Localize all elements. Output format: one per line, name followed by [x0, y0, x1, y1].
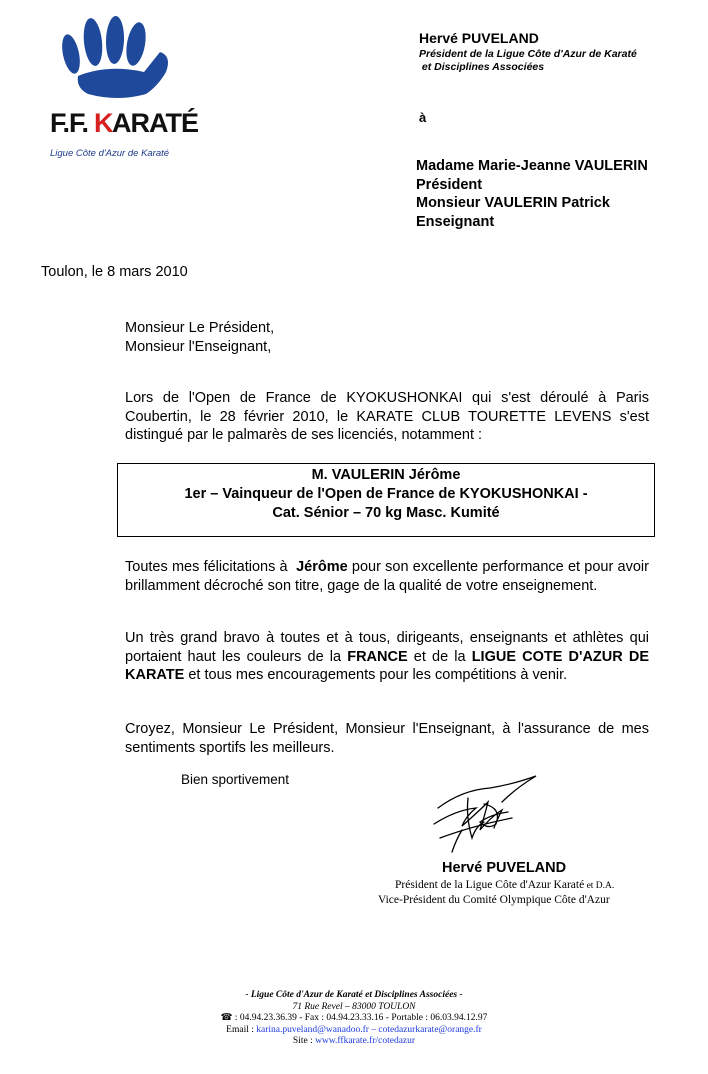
svg-text:ARATÉ: ARATÉ: [112, 108, 198, 138]
paragraph-congratulations: [125, 558, 649, 595]
paragraph-intro: Lors de l'Open de France de KYOKUSHONKAI qui s'est déroulé à Paris Coubertin, le 28 février 2010, le KARATE CLUB TOURETTE LEVENS s'est distingué par le palmarès de ses licenciés, notamment :: [125, 390, 649, 444]
award-box: [117, 463, 655, 537]
bold-name: Jérôme: [296, 559, 348, 575]
phone-numbers: : 04.94.23.36.39 - Fax : 04.94.23.33.16 - Portable : 06.03.94.12.97: [232, 1013, 488, 1024]
phone-icon: ☎: [220, 1013, 233, 1024]
recipient-block: [416, 157, 648, 231]
logo-caption: Ligue Côte d'Azur de Karaté: [50, 148, 170, 159]
salutation-line: Monsieur l'Enseignant,: [125, 338, 272, 355]
text-span: Toutes mes félicitations à: [125, 559, 297, 575]
email-link[interactable]: karina.puveland@wanadoo.fr – cotedazurkarate@orange.fr: [256, 1024, 482, 1035]
signatory-name: Hervé PUVELAND: [442, 860, 567, 876]
svg-text:K: K: [94, 108, 114, 138]
closing-phrase: Bien sportivement: [181, 772, 290, 787]
sender-title-line1: Président de la Ligue Côte d'Azur de Karaté: [419, 48, 637, 60]
role-suffix: et D.A.: [584, 881, 615, 891]
site-link[interactable]: www.ffkarate.fr/cotedazur: [315, 1036, 416, 1047]
signatory-role-2: Vice-Président du Comité Olympique Côte d'Azur: [378, 894, 610, 906]
footer-email: [0, 1025, 708, 1037]
recipient-line: Monsieur VAULERIN Patrick: [416, 195, 610, 211]
sender-name: Hervé PUVELAND: [419, 30, 539, 46]
email-label: Email :: [226, 1024, 257, 1035]
footer-site: [0, 1036, 708, 1048]
bold-text: LIGUE COTE D'AZUR DE KARATE: [125, 648, 650, 684]
letter-date: Toulon, le 8 mars 2010: [41, 264, 188, 280]
bold-text: FRANCE: [347, 648, 408, 665]
award-category: Cat. Sénior – 70 kg Masc. Kumité: [272, 505, 500, 521]
recipient-line: Président: [416, 176, 483, 193]
handwritten-signature: [432, 768, 542, 860]
recipient-line: Enseignant: [416, 213, 495, 230]
text-span: et de la: [407, 648, 472, 665]
sender-title: [419, 48, 637, 74]
salutation-line: Monsieur Le Président,: [125, 320, 275, 336]
footer-phones: [0, 1013, 708, 1025]
sender-title-line2: et Disciplines Associées: [419, 61, 545, 73]
footer-address: 71 Rue Revel – 83000 TOULON: [292, 1001, 416, 1012]
footer-org: - Ligue Côte d'Azur de Karaté et Disciplines Associées -: [245, 990, 463, 1000]
paragraph-closing: Croyez, Monsieur Le Président, Monsieur l'Enseignant, à l'assurance de mes sentiments sportifs les meilleurs.: [125, 721, 649, 756]
paragraph-bravo: [125, 629, 649, 685]
award-winner: M. VAULERIN Jérôme: [311, 467, 461, 483]
footer: [0, 990, 708, 1048]
text-span: Un très grand bravo à toutes et à tous, dirigeants, enseignants et athlètes qui portaient haut les couleurs de la: [125, 630, 649, 665]
svg-text:F.F.: F.F.: [50, 108, 89, 138]
salutation: [125, 319, 649, 356]
karate-hand-logo-graphic: [48, 14, 198, 144]
ffkarate-logo: [48, 14, 198, 144]
award-title: 1er – Vainqueur de l'Open de France de KYOKUSHONKAI -: [184, 486, 588, 502]
text-span: et tous mes encouragements pour les compétitions à venir.: [184, 667, 568, 684]
site-label: Site :: [292, 1036, 316, 1047]
signatory-role-1: [395, 879, 614, 891]
to-label: à: [419, 110, 427, 125]
recipient-line: Madame Marie-Jeanne VAULERIN: [416, 158, 648, 174]
text-span: pour son excellente performance et pour avoir brillamment décroché son titre, gage de la qualité de votre enseignement.: [125, 559, 649, 594]
role-text: Président de la Ligue Côte d'Azur Karaté: [395, 879, 585, 891]
